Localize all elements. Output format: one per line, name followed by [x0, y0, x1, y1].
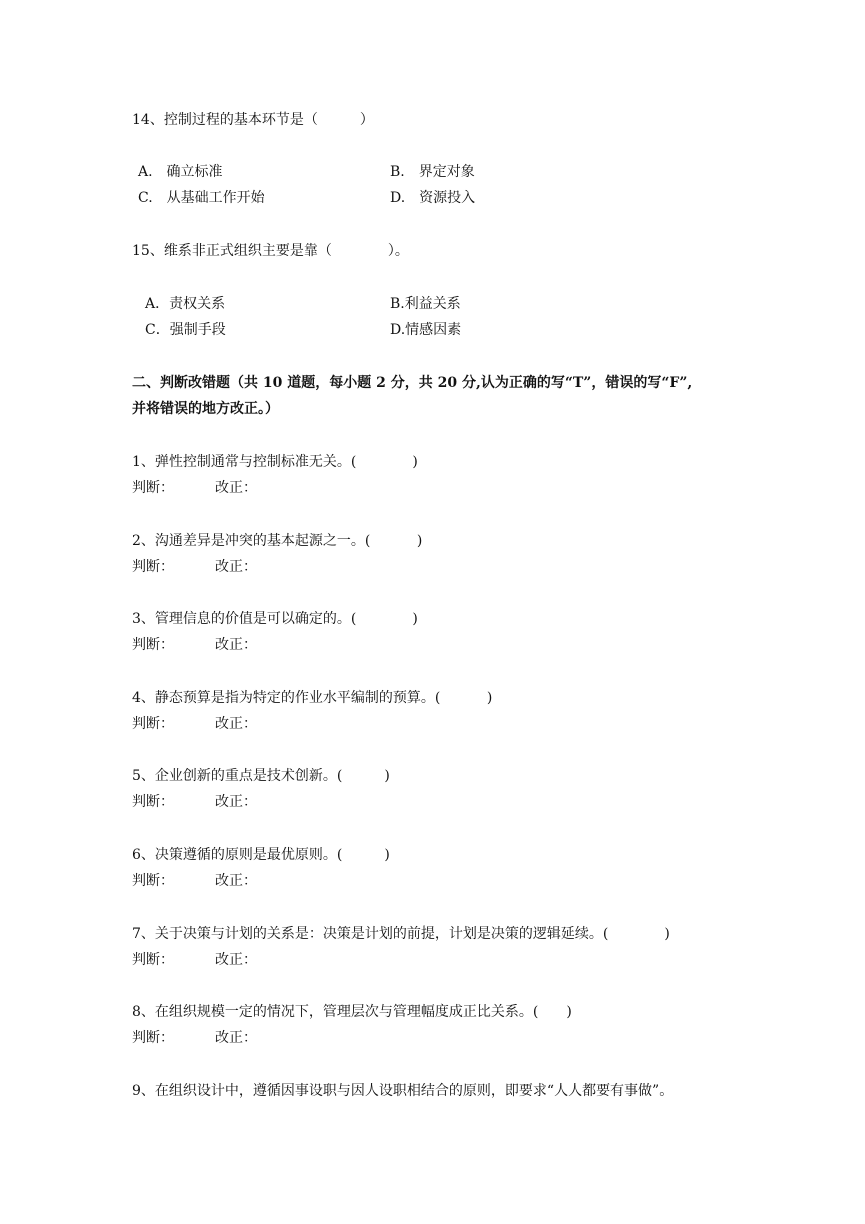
option-b: B.利益关系	[390, 296, 461, 312]
option-c: C. 从基础工作开始	[138, 190, 265, 206]
judge-label: 判断：	[132, 1030, 174, 1046]
section-heading: 二、判断改错题（共 10 道题，每小题 2 分，共 20 分,认为正确的写“T”，错误的写“F”,	[132, 375, 693, 391]
option-a: A. 确立标准	[138, 164, 223, 180]
tf-question-7: 7、关于决策与计划的关系是：决策是计划的前提，计划是决策的逻辑延续。( )	[132, 926, 670, 942]
judge-label: 判断：	[132, 873, 174, 889]
tf-question-2: 2、沟通差异是冲突的基本起源之一。( )	[132, 533, 423, 549]
option-c: C．强制手段	[145, 322, 226, 338]
option-b: B. 界定对象	[390, 164, 475, 180]
question-14: 14、控制过程的基本环节是（ ）	[132, 112, 374, 128]
judge-label: 判断：	[132, 480, 174, 496]
correct-label: 改正：	[215, 480, 257, 496]
option-d: D. 资源投入	[390, 190, 476, 206]
judge-label: 判断：	[132, 637, 174, 653]
tf-question-9: 9、在组织设计中，遵循因事设职与因人设职相结合的原则，即要求“人人都要有事做”。	[132, 1083, 674, 1099]
judge-label: 判断：	[132, 559, 174, 575]
judge-label: 判断：	[132, 716, 174, 732]
correct-label: 改正：	[215, 637, 257, 653]
section-heading-cont: 并将错误的地方改正。）	[132, 401, 279, 417]
tf-question-8: 8、在组织规模一定的情况下，管理层次与管理幅度成正比关系。( )	[132, 1004, 572, 1020]
question-15: 15、维系非正式组织主要是靠（ ）。	[132, 243, 409, 259]
option-a: A．责权关系	[145, 296, 226, 312]
correct-label: 改正：	[215, 873, 257, 889]
judge-label: 判断：	[132, 794, 174, 810]
correct-label: 改正：	[215, 794, 257, 810]
tf-question-1: 1、弹性控制通常与控制标准无关。( )	[132, 454, 418, 470]
option-d: D.情感因素	[390, 322, 462, 338]
correct-label: 改正：	[215, 559, 257, 575]
tf-question-3: 3、管理信息的价值是可以确定的。( )	[132, 611, 418, 627]
correct-label: 改正：	[215, 952, 257, 968]
tf-question-4: 4、静态预算是指为特定的作业水平编制的预算。( )	[132, 690, 493, 706]
correct-label: 改正：	[215, 716, 257, 732]
judge-label: 判断：	[132, 952, 174, 968]
tf-question-6: 6、决策遵循的原则是最优原则。( )	[132, 847, 390, 863]
correct-label: 改正：	[215, 1030, 257, 1046]
tf-question-5: 5、企业创新的重点是技术创新。( )	[132, 768, 390, 784]
